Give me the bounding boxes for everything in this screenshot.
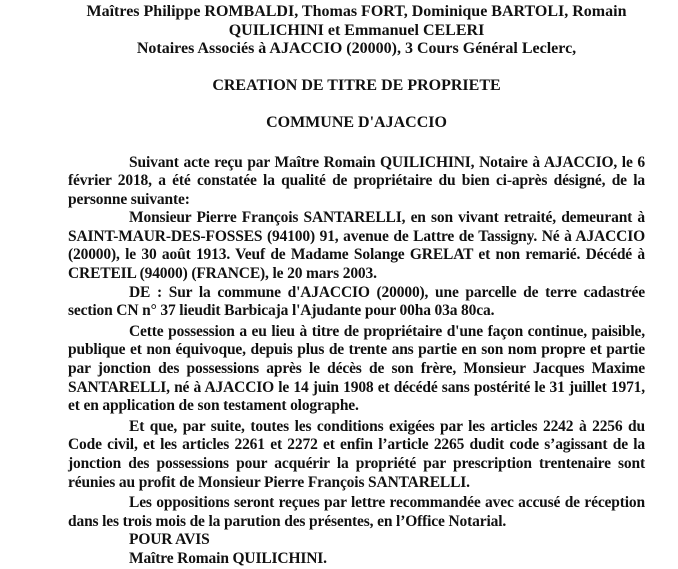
header-line-notaries-cont: QUILICHINI et Emmanuel CELERI [228, 21, 485, 39]
paragraph-conditions: Et que, par suite, toutes les conditions exigées par les articles 2242 à 2256 du Code civil, et les articles 2261 et 2272 et enfin l’article 2265 dudit code s’agissant de la jonction des possessions pour acquérir la propriété par prescription trentenaire sont réunies au profit de Monsieur Pierre François SANTARELLI. [68, 417, 645, 491]
paragraph-possession: Cette possession a eu lieu à titre de propriétaire d'une façon continue, paisible, publique et non équivoque, depuis plus de trente ans partie en son nom propre et partie par jonction des possessions après le décès de son frère, Monsieur Jacques Maxime SANTARELLI, né à AJACCIO le 14 juin 1908 et décédé sans postérité le 31 juillet 1971, et en application de son testament olographe. [68, 322, 645, 415]
notary-header [68, 3, 645, 59]
paragraph-owner: Monsieur Pierre François SANTARELLI, en son vivant retraité, demeurant à SAINT-MAUR-DES-FOSSES (94100) 91, avenue de Lattre de Tassigny. Né à AJACCIO (20000), le 30 août 1913. Veuf de Madame Solange GRELAT et non remarié. Décédé à CRETEIL (94000) (FRANCE), le 20 mars 2003. [68, 209, 645, 283]
document-title: CREATION DE TITRE DE PROPRIETE [212, 76, 501, 94]
paragraph-oppositions: Les oppositions seront reçues par lettre recommandée avec accusé de réception dans les trois mois de la parution des présentes, en l’Office Notarial. [68, 494, 645, 530]
header-line-notaries: Maîtres Philippe ROMBALDI, Thomas FORT, Dominique BARTOLI, Romain [86, 3, 627, 20]
paragraph-act: Suivant acte reçu par Maître Romain QUILICHINI, Notaire à AJACCIO, le 6 février 2018, a été constatée la qualité de propriétaire du bien ci-après désigné, de la personne suivante: [68, 153, 645, 208]
notice-page [68, 3, 645, 569]
signatory-name: Maître Romain QUILICHINI. [129, 549, 327, 567]
header-line-address: Notaires Associés à AJACCIO (20000), 3 Cours Général Leclerc, [136, 40, 577, 57]
notice-body [68, 154, 645, 569]
commune-heading: COMMUNE D'AJACCIO [266, 113, 447, 131]
pour-avis-label: POUR AVIS [129, 531, 210, 549]
paragraph-parcel: DE : Sur la commune d'AJACCIO (20000), une parcelle de terre cadastrée section CN n° 37 lieudit Barbicaja l'Ajudante pour 00ha 03a 80ca. [68, 283, 645, 320]
